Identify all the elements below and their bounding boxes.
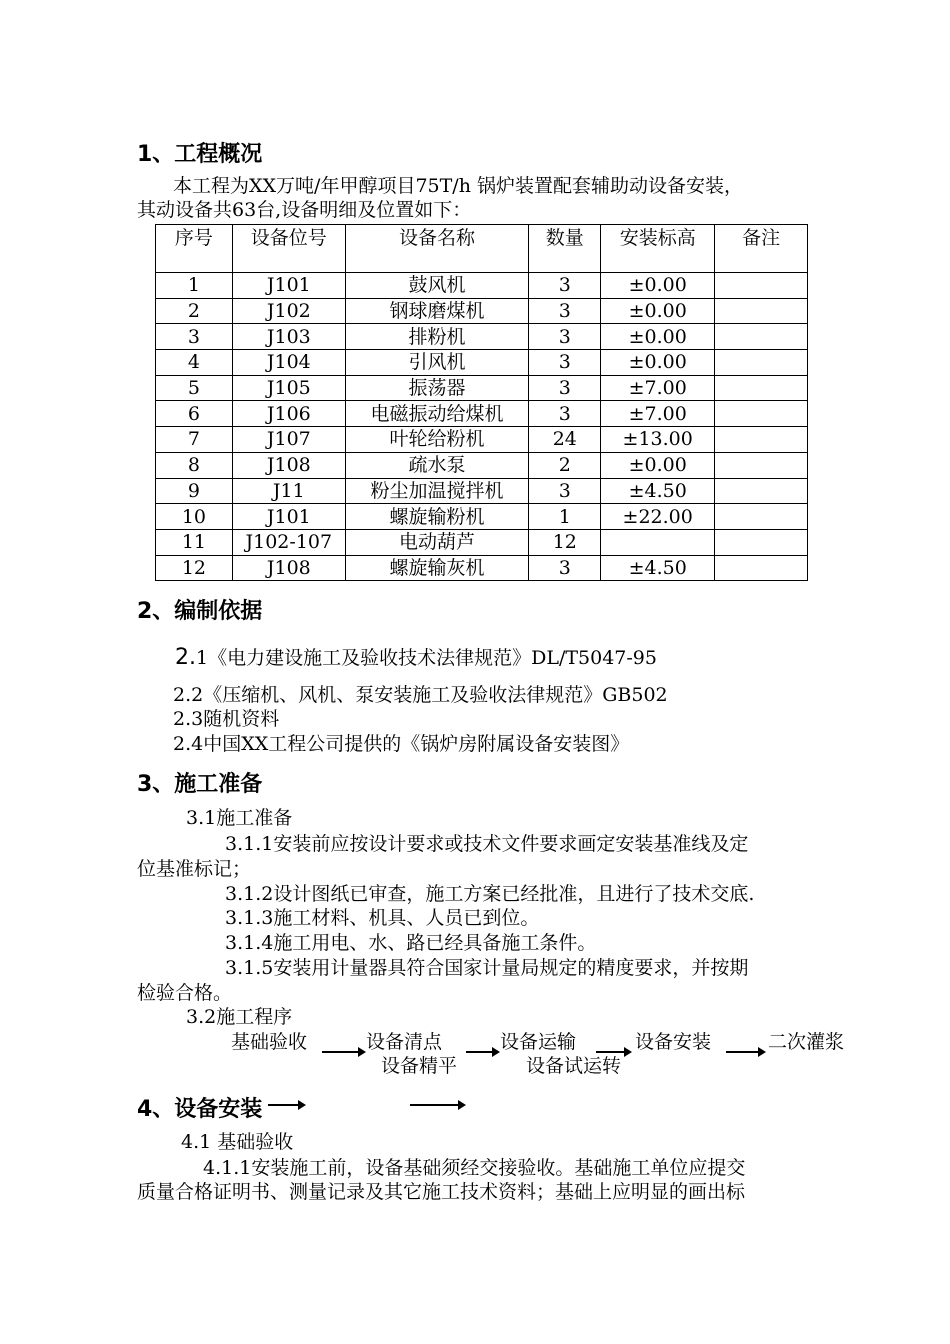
cell-elevation: ±0.00 xyxy=(601,298,715,324)
cell-elevation: ±0.00 xyxy=(601,452,715,478)
cell-name: 电动葫芦 xyxy=(345,529,529,555)
reference-item: 2.2《压缩机、风机、泵安装施工及验收法律规范》GB502 xyxy=(173,684,668,706)
cell-name: 疏水泵 xyxy=(345,452,529,478)
cell-name: 振荡器 xyxy=(345,375,529,401)
section-2-heading: 2、编制依据 xyxy=(137,599,263,624)
paragraph-line: 3.1.3施工材料、机具、人员已到位。 xyxy=(225,907,540,929)
col-header-name: 设备名称 xyxy=(345,225,529,273)
cell-elevation: ±4.50 xyxy=(601,478,715,504)
cell-tag: J102-107 xyxy=(232,529,345,555)
cell-qty: 2 xyxy=(529,452,601,478)
flow-arrow-icon xyxy=(726,1051,764,1053)
cell-index: 11 xyxy=(156,529,233,555)
table-row xyxy=(156,375,808,401)
cell-remark xyxy=(715,324,808,350)
cell-qty: 3 xyxy=(529,324,601,350)
cell-qty: 3 xyxy=(529,375,601,401)
flow-step-inventory: 设备清点 xyxy=(366,1031,443,1053)
cell-remark xyxy=(715,273,808,299)
section-3-heading: 3、施工准备 xyxy=(137,772,263,797)
cell-remark xyxy=(715,350,808,376)
cell-qty: 3 xyxy=(529,555,601,581)
cell-tag: J101 xyxy=(232,273,345,299)
cell-tag: J11 xyxy=(232,478,345,504)
reference-item: 2.4中国XX工程公司提供的《锅炉房附属设备安装图》 xyxy=(173,733,630,755)
cell-remark xyxy=(715,529,808,555)
paragraph-line: 4.1.1安装施工前，设备基础须经交接验收。基础施工单位应提交 xyxy=(203,1157,746,1179)
subsection-title: 4.1 基础验收 xyxy=(181,1131,294,1153)
reference-item-text: 1《电力建设施工及验收技术法律规范》DL/T5047-95 xyxy=(196,647,657,669)
cell-tag: J107 xyxy=(232,427,345,453)
paragraph-line: 3.1.5安装用计量器具符合国家计量局规定的精度要求，并按期 xyxy=(225,957,749,979)
cell-tag: J103 xyxy=(232,324,345,350)
cell-index: 2 xyxy=(156,298,233,324)
paragraph-line: 3.1.2设计图纸已审查，施工方案已经批准，且进行了技术交底. xyxy=(225,883,755,905)
table-row xyxy=(156,555,808,581)
table-row xyxy=(156,478,808,504)
table-row xyxy=(156,504,808,530)
col-header-elevation: 安装标高 xyxy=(601,225,715,273)
table-row xyxy=(156,298,808,324)
cell-remark xyxy=(715,555,808,581)
col-header-tag: 设备位号 xyxy=(232,225,345,273)
reference-item xyxy=(175,646,657,670)
cell-elevation: ±0.00 xyxy=(601,273,715,299)
paragraph-line: 3.1.4施工用电、水、路已经具备施工条件。 xyxy=(225,932,597,954)
cell-elevation: ±22.00 xyxy=(601,504,715,530)
paragraph-line: 3.1.1安装前应按设计要求或技术文件要求画定安装基准线及定 xyxy=(225,833,749,855)
cell-elevation: ±13.00 xyxy=(601,427,715,453)
cell-index: 4 xyxy=(156,350,233,376)
cell-elevation: ±4.50 xyxy=(601,555,715,581)
cell-tag: J102 xyxy=(232,298,345,324)
cell-tag: J108 xyxy=(232,555,345,581)
cell-elevation: ±7.00 xyxy=(601,375,715,401)
flow-arrow-icon xyxy=(596,1051,630,1053)
cell-elevation: ±0.00 xyxy=(601,350,715,376)
cell-qty: 24 xyxy=(529,427,601,453)
cell-remark xyxy=(715,478,808,504)
cell-qty: 3 xyxy=(529,298,601,324)
cell-remark xyxy=(715,427,808,453)
table-row xyxy=(156,273,808,299)
reference-item: 2.3随机资料 xyxy=(173,708,280,730)
cell-index: 1 xyxy=(156,273,233,299)
subsection-title: 3.1施工准备 xyxy=(186,807,293,829)
flow-step-trial-run: 设备试运转 xyxy=(526,1055,622,1077)
paragraph-line: 其动设备共63台,设备明细及位置如下： xyxy=(137,199,472,221)
cell-elevation: ±7.00 xyxy=(601,401,715,427)
cell-name: 螺旋输粉机 xyxy=(345,504,529,530)
table-row xyxy=(156,324,808,350)
cell-qty: 1 xyxy=(529,504,601,530)
table-header-row xyxy=(156,225,808,273)
flow-arrow-icon xyxy=(466,1051,498,1053)
cell-name: 电磁振动给煤机 xyxy=(345,401,529,427)
cell-qty: 12 xyxy=(529,529,601,555)
cell-tag: J108 xyxy=(232,452,345,478)
cell-index: 9 xyxy=(156,478,233,504)
flow-step-installation: 设备安装 xyxy=(635,1031,712,1053)
flow-step-grouting: 二次灌浆 xyxy=(768,1031,845,1053)
cell-index: 8 xyxy=(156,452,233,478)
cell-name: 叶轮给粉机 xyxy=(345,427,529,453)
table-row xyxy=(156,529,808,555)
paragraph-line: 检验合格。 xyxy=(137,982,233,1004)
paragraph-line: 位基准标记； xyxy=(137,858,252,880)
paragraph-line: 本工程为XX万吨/年甲醇项目75T/h 锅炉装置配套辅助动设备安装， xyxy=(173,175,743,197)
cell-index: 7 xyxy=(156,427,233,453)
cell-name: 引风机 xyxy=(345,350,529,376)
section-1-heading: 1、工程概况 xyxy=(137,142,263,167)
cell-elevation xyxy=(601,529,715,555)
table-row xyxy=(156,452,808,478)
cell-remark xyxy=(715,452,808,478)
cell-index: 10 xyxy=(156,504,233,530)
cell-tag: J104 xyxy=(232,350,345,376)
col-header-index: 序号 xyxy=(156,225,233,273)
subsection-title: 3.2施工程序 xyxy=(186,1006,293,1028)
section-4-heading: 4、设备安装 xyxy=(137,1097,263,1122)
cell-tag: J105 xyxy=(232,375,345,401)
table-row xyxy=(156,427,808,453)
cell-remark xyxy=(715,504,808,530)
col-header-qty: 数量 xyxy=(529,225,601,273)
table-row xyxy=(156,350,808,376)
table-row xyxy=(156,401,808,427)
cell-qty: 3 xyxy=(529,273,601,299)
flow-step-leveling: 设备精平 xyxy=(381,1055,458,1077)
cell-qty: 3 xyxy=(529,350,601,376)
flow-arrow-icon xyxy=(322,1051,364,1053)
cell-qty: 3 xyxy=(529,401,601,427)
cell-tag: J101 xyxy=(232,504,345,530)
cell-index: 3 xyxy=(156,324,233,350)
col-header-remark: 备注 xyxy=(715,225,808,273)
flow-step-transport: 设备运输 xyxy=(500,1031,577,1053)
cell-elevation: ±0.00 xyxy=(601,324,715,350)
cell-remark xyxy=(715,375,808,401)
equipment-table xyxy=(155,224,808,581)
flow-arrow-icon xyxy=(410,1104,464,1106)
cell-index: 6 xyxy=(156,401,233,427)
paragraph-line: 质量合格证明书、测量记录及其它施工技术资料；基础上应明显的画出标 xyxy=(137,1181,746,1203)
cell-name: 螺旋输灰机 xyxy=(345,555,529,581)
cell-name: 粉尘加温搅拌机 xyxy=(345,478,529,504)
cell-index: 5 xyxy=(156,375,233,401)
cell-qty: 3 xyxy=(529,478,601,504)
cell-remark xyxy=(715,401,808,427)
cell-tag: J106 xyxy=(232,401,345,427)
reference-item-number: 2. xyxy=(175,645,196,670)
cell-name: 排粉机 xyxy=(345,324,529,350)
cell-name: 钢球磨煤机 xyxy=(345,298,529,324)
cell-name: 鼓风机 xyxy=(345,273,529,299)
flow-step-foundation-check: 基础验收 xyxy=(231,1031,308,1053)
cell-remark xyxy=(715,298,808,324)
cell-index: 12 xyxy=(156,555,233,581)
flow-arrow-icon xyxy=(268,1104,304,1106)
